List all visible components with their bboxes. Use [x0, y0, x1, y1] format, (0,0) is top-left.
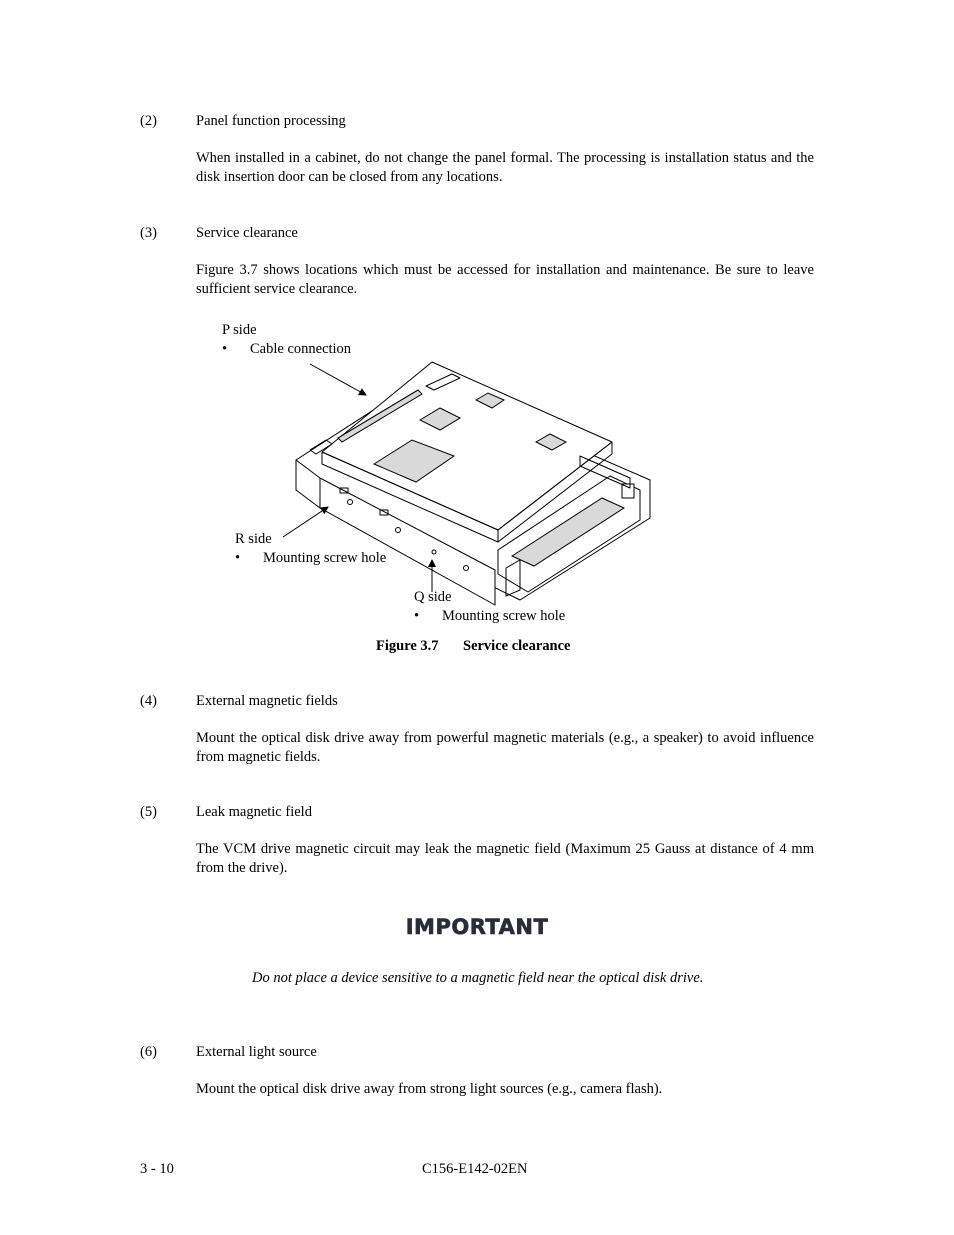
figure-caption-title: Service clearance: [463, 638, 571, 654]
p-side-bullet-item: [222, 340, 351, 359]
eject-button: [622, 484, 634, 498]
drive-illustration: [280, 360, 665, 610]
section-4-heading: External magnetic fields: [196, 693, 338, 709]
p-side-bullet: Cable connection: [250, 341, 352, 357]
r-side-bullet-item: [235, 549, 386, 568]
section-6-heading: External light source: [196, 1044, 317, 1060]
section-3-heading: Service clearance: [196, 225, 298, 241]
r-side-title: R side: [235, 531, 272, 547]
q-side-title: Q side: [414, 589, 452, 605]
important-note: Do not place a device sensitive to a magnetic field near the optical disk drive.: [252, 970, 704, 986]
section-5-body: The VCM drive magnetic circuit may leak the magnetic field (Maximum 25 Gauss at distance of 4 mm from the drive).: [196, 841, 814, 876]
section-4-number: (4): [140, 693, 157, 709]
p-side-title: P side: [222, 322, 257, 338]
q-side-bullet: Mounting screw hole: [442, 608, 566, 624]
q-side-bullet-item: [414, 607, 565, 626]
section-2-heading: Panel function processing: [196, 113, 346, 129]
section-5-heading: Leak magnetic field: [196, 804, 312, 820]
section-6-body: Mount the optical disk drive away from strong light sources (e.g., camera flash).: [196, 1081, 663, 1097]
section-2-body: When installed in a cabinet, do not change the panel formal. The processing is installation status and the disk insertion door can be closed from any locations.: [196, 150, 814, 185]
important-label: IMPORTANT: [405, 915, 549, 939]
section-3-body: Figure 3.7 shows locations which must be accessed for installation and maintenance. Be sure to leave sufficient service clearance.: [196, 262, 814, 297]
footer-document-id: C156-E142-02EN: [422, 1161, 528, 1177]
bullet-glyph: •: [235, 550, 241, 566]
section-2-number: (2): [140, 113, 157, 129]
section-6-number: (6): [140, 1044, 157, 1060]
figure-caption-number: Figure 3.7: [376, 638, 439, 654]
section-3-number: (3): [140, 225, 157, 241]
bullet-glyph: •: [222, 341, 228, 357]
section-5-number: (5): [140, 804, 157, 820]
mounting-screw-hole-q: [432, 550, 436, 554]
footer-page-number: 3 - 10: [140, 1161, 174, 1177]
r-side-bullet: Mounting screw hole: [263, 550, 387, 566]
bullet-glyph: •: [414, 608, 420, 624]
section-4-body: Mount the optical disk drive away from powerful magnetic materials (e.g., a speaker) to avoid influence from magnetic fields.: [196, 730, 814, 765]
